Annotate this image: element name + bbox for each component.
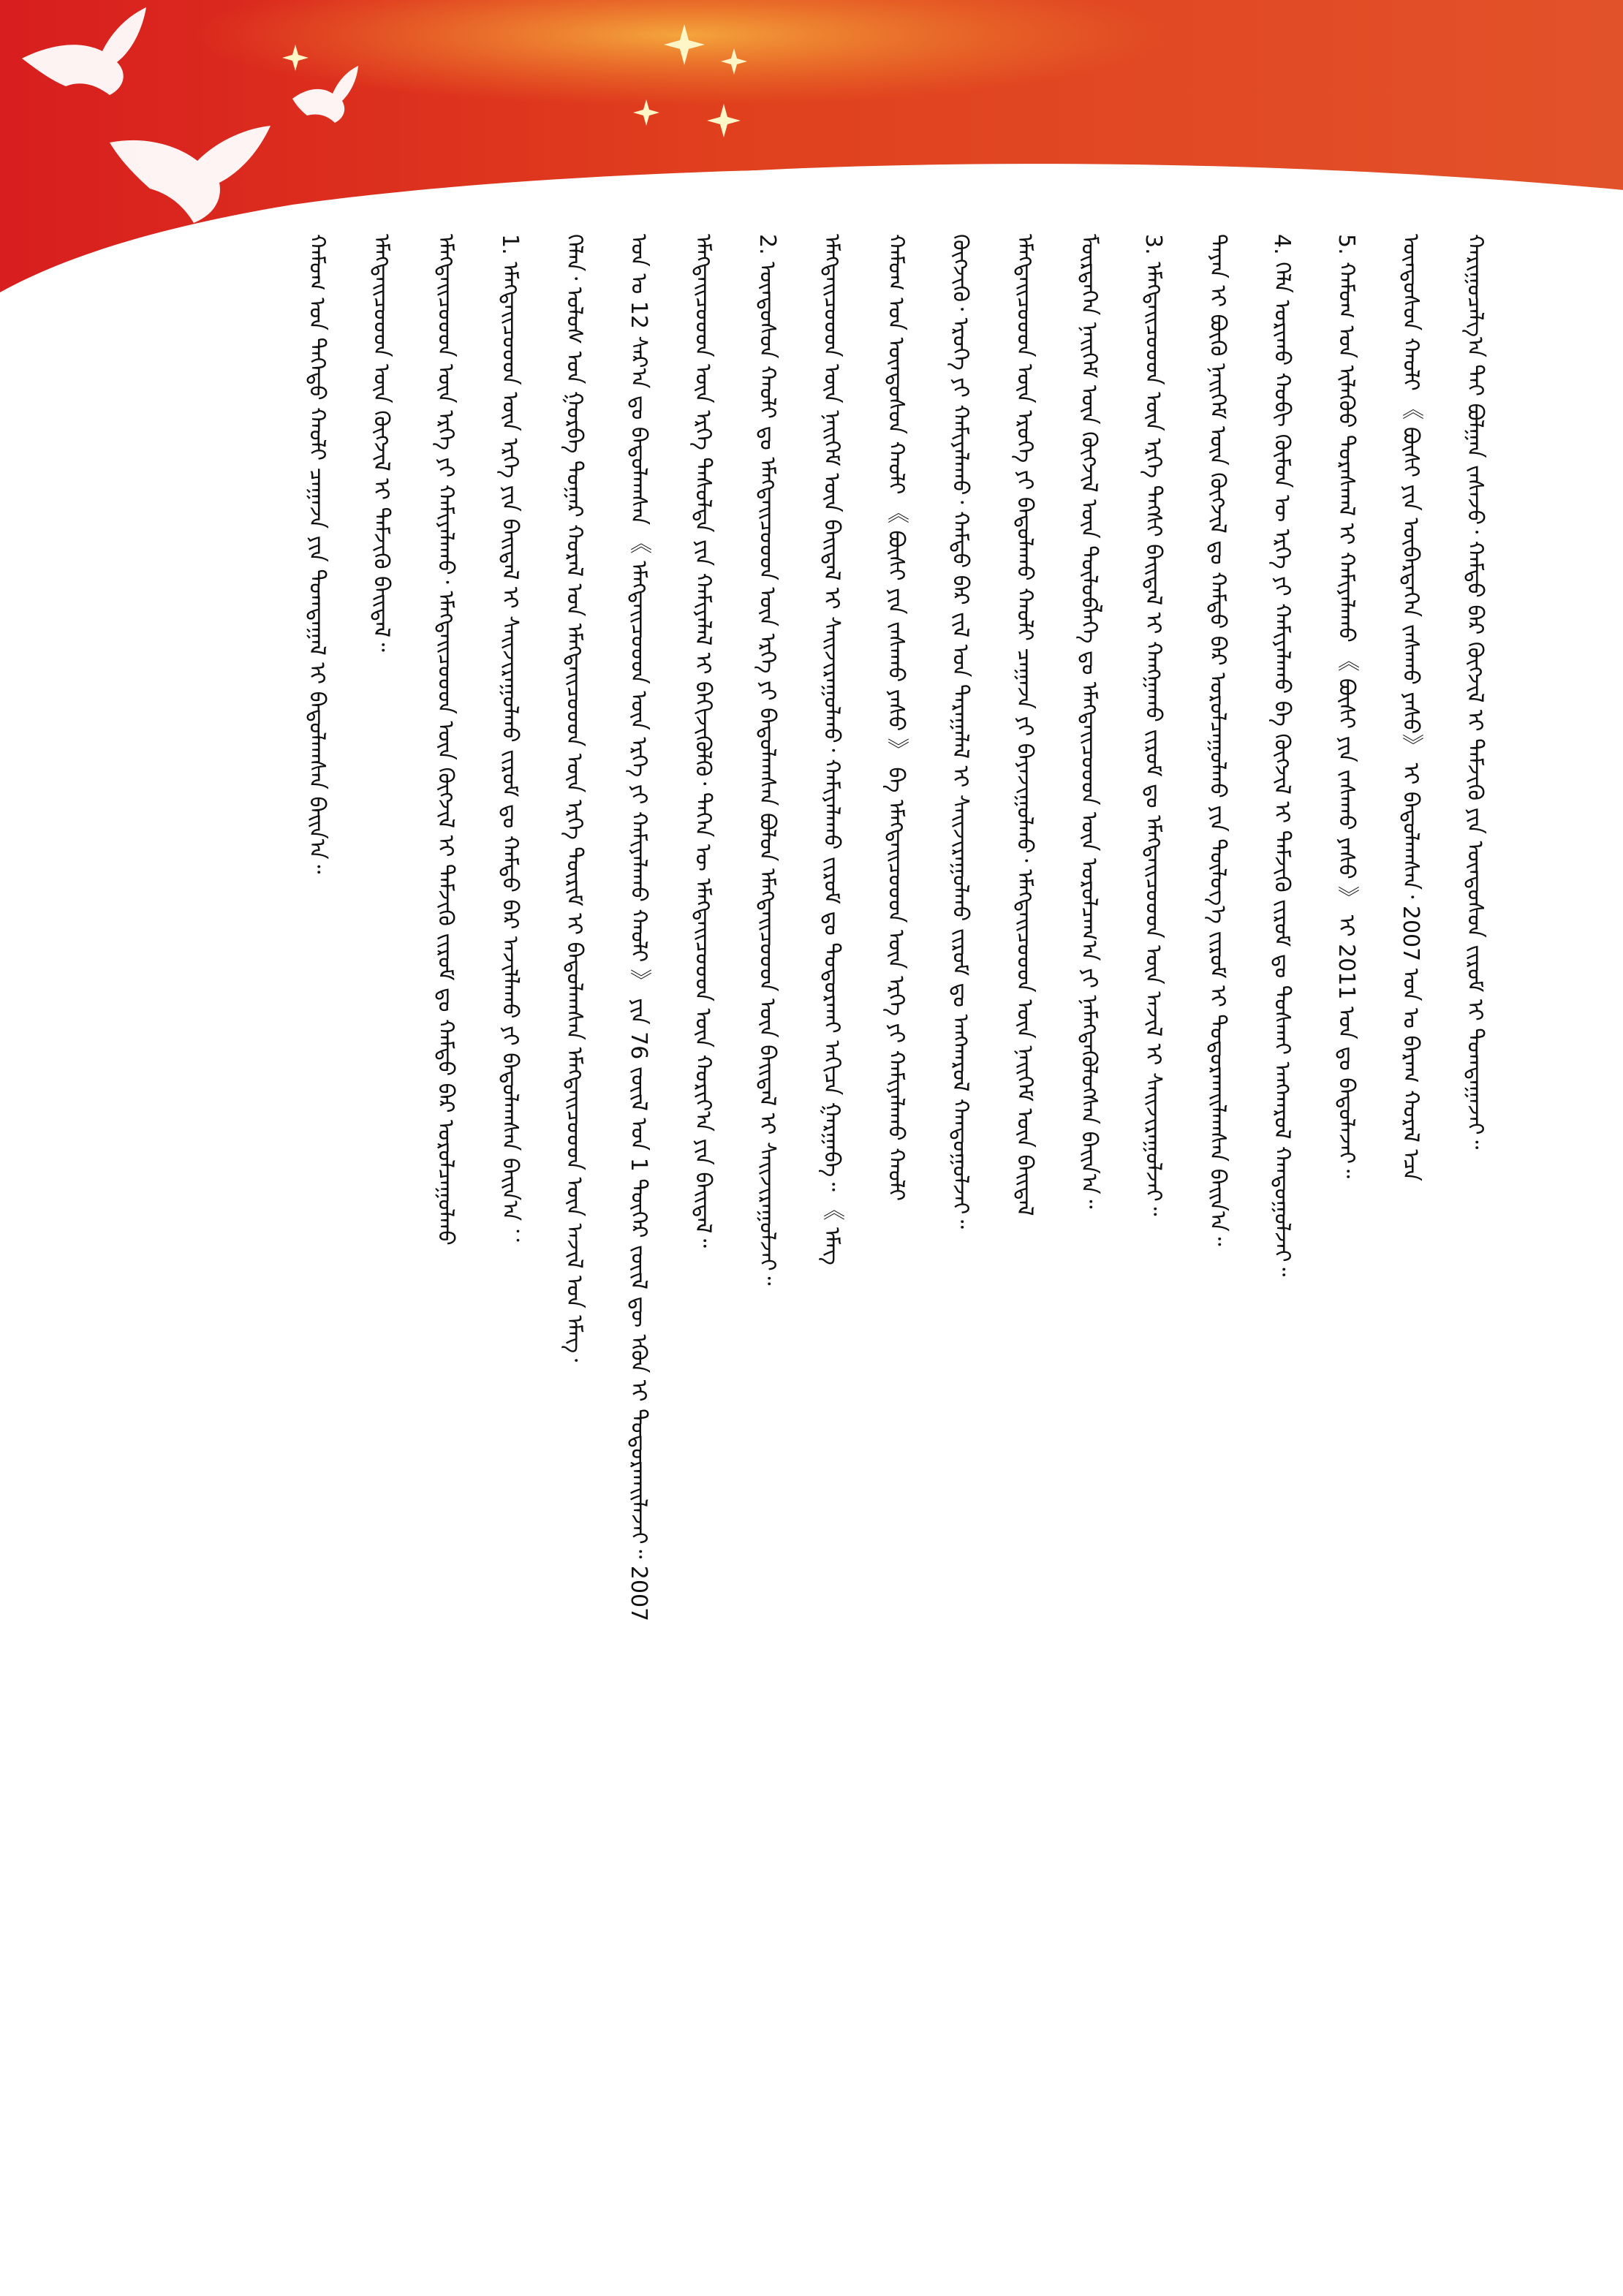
vertical-text-block [212,219,1499,2061]
text-column: ᠳᠠᠶᠠᠨ ᠢ ᠪᠦᠬᠦ ᠨᠡᠢᠭᠡᠮ ᠦᠨ ᠬᠥᠭᠵᠢᠯ ᠳᠤ ᠬᠠᠮᠲᠤ ᠪᠡᠷ ᠤᠷᠤᠯᠴᠠᠭᠤᠯᠬᠤ ᠶᠢᠨ ᠲᠥᠯᠦᠭ᠎ᠡ ᠵᠢᠷᠤᠮ ᠢ ᠲᠣᠳᠤᠷᠬᠠᠢᠯᠠᠭᠰᠠᠨ ᠪᠠᠢᠨ᠎ᠠ᠃ [1205,234,1230,1246]
text-column: ᠬᠡᠯᠡᠨ᠂ ᠤᠯᠤᠰ ᠤᠨ ᠭᠤᠷᠪᠠ ᠳᠤᠭᠠᠷ ᠬᠤᠷᠠᠯ ᠤᠨ ᠡᠮᠡᠭᠲᠡᠢᠴᠦᠦᠳ ᠦᠨ ᠡᠷᠬᠡ ᠳᠦᠷᠢᠮ ᠢ ᠪᠠᠲᠤᠯᠠᠭᠰᠠᠨ ᠡᠮᠡᠭᠲᠡᠢᠴᠦᠦᠳ ᠦᠨ ᠠᠵᠢᠯ ᠤᠨ ᠡᠮᠡᠭ᠂ [561,234,587,1363]
text-column: ᠡᠮᠡᠭᠲᠡᠢᠴᠦᠦᠳ ᠦᠨ ᠨᠡᠢᠭᠡᠮ ᠦᠨ ᠪᠠᠢᠳᠠᠯ ᠢ ᠰᠠᠢᠵᠢᠷᠠᠭᠤᠯᠬᠤ᠂ ᠬᠠᠮᠢᠶᠠᠯᠠᠬᠤ ᠵᠢᠷᠤᠮ ᠳᠤ ᠲᠣᠳᠤᠷᠬᠠᠢ ᠠᠬᠢᠴᠠ ᠭᠠᠷᠭᠠᠪᠠ᠃ 《 ᠡᠮᠡᠭ [819,234,844,1265]
text-column: ᠬᠠᠮᠤᠭ ᠤᠨ ᠦᠨᠳᠦᠰᠦᠨ ᠬᠠᠤᠯᠢ 《 ᠪᠦᠰᠢ ᠶᠢᠨ ᠵᠠᠰᠠᠬᠤ ᠶᠠᠰᠤ 》 ᠪᠠ ᠡᠮᠡᠭᠲᠡᠢᠴᠦᠦᠳ ᠦᠨ ᠡᠷᠬᠡ ᠶᠢ ᠬᠠᠮᠢᠶᠠᠯᠠᠬᠤ ᠬᠠᠤᠯᠢ [883,234,909,1202]
text-column: 3. ᠡᠮᠡᠭᠲᠡᠢᠴᠦᠦᠳ ᠦᠨ ᠡᠷᠬᠡ ᠲᠡᠭᠰᠢ ᠪᠠᠢᠳᠠᠯ ᠢ ᠬᠠᠩᠭᠠᠬᠤ ᠵᠢᠷᠤᠮ ᠳᠤ ᠡᠮᠡᠭᠲᠡᠢᠴᠦᠦᠳ ᠦᠨ ᠠᠵᠢᠯ ᠢ ᠰᠠᠢᠵᠢᠷᠠᠭᠤᠯᠵᠠᠢ᠃ [1140,234,1166,1216]
text-column: ᠦᠨᠳᠦᠰᠦᠨ ᠬᠠᠤᠯᠢ 《 ᠪᠦᠰᠢ ᠶᠢᠨ ᠥᠪᠡᠷᠲᠡᠭᠡᠨ ᠵᠠᠰᠠᠬᠤ ᠶᠠᠰᠤ》 ᠢ ᠪᠠᠲᠤᠯᠠᠭᠰᠠᠨ᠂ 2007 ᠣᠨ ᠤ ᠪᠠᠷᠠᠭ ᠬᠤᠷᠠᠯ ᠡᠴᠡ [1398,234,1423,1181]
text-column: 4. ᠬᠡᠯᠡ ᠤᠷᠢᠬᠤ ᠬᠤᠪᠢ ᠬᠦᠮᠦᠨ ᠦ ᠡᠷᠬᠡ ᠶᠢ ᠬᠠᠮᠢᠶᠠᠯᠠᠬᠤ ᠪᠠ ᠬᠥᠭᠵᠢᠯ ᠢ ᠳᠡᠮᠵᠢᠬᠦ ᠵᠢᠷᠤᠮ ᠳᠤ ᠲᠤᠰᠬᠠᠢ ᠠᠩᠬᠠᠷᠤᠯ ᠬᠠᠨᠳᠤᠭᠤᠯᠵᠠᠢ᠃ [1269,234,1295,1277]
text-column: 1. ᠡᠮᠡᠭᠲᠡᠢᠴᠦᠦᠳ ᠦᠨ ᠡᠷᠬᠡ ᠶᠢᠨ ᠪᠠᠢᠳᠠᠯ ᠢ ᠰᠠᠢᠵᠢᠷᠠᠭᠤᠯᠬᠤ ᠵᠢᠷᠤᠮ ᠳᠤ ᠬᠠᠮᠲᠤ ᠪᠡᠷ ᠠᠵᠢᠯᠯᠠᠬᠤ ᠶᠢ ᠪᠠᠲᠤᠯᠠᠭᠰᠠᠨ ᠪᠠᠢᠨ᠎ᠠ ： [497,234,523,1250]
text-column: ᠡᠮᠡᠭᠲᠡᠢᠴᠦᠦᠳ ᠦᠨ ᠡᠷᠬᠡ ᠳᠠᠰᠤᠯᠳᠠ ᠶᠢᠨ ᠬᠠᠮᠢᠶᠠᠯᠠᠯ ᠢ ᠪᠡᠬᠢᠵᠢᠭᠦᠯᠬᠦ᠂ ᠲᠡᠭᠡᠨ ᠦ ᠡᠮᠡᠭᠲᠡᠢᠴᠦᠦᠳ ᠦᠨ ᠬᠣᠷᠢᠶ᠎ᠠ ᠶᠢᠨ ᠪᠠᠢᠳᠠᠯ᠃ [690,234,716,1249]
text-column: ᠣᠨ ᠤ 12 ᠰᠠᠷ᠎ᠠ ᠳᠤ ᠪᠠᠲᠤᠯᠠᠭᠰᠠᠨ 《 ᠡᠮᠡᠭᠲᠡᠢᠴᠦᠦᠳ ᠦᠨ ᠡᠷᠬᠡ ᠶᠢ ᠬᠠᠮᠢᠶᠠᠯᠠᠬᠤ ᠬᠠᠤᠯᠢ 》 ᠶᠢᠨ 76 ᠵᠦᠢᠯ ᠤᠨ 1 ᠳᠦᠭᠡᠷ ᠵᠦᠢᠯ ᠳᠦ ᠡᠭᠦᠨ ᠢ ᠲᠣᠳᠤᠷᠬᠠᠢᠯᠠᠵᠠᠢ᠃ 2007 [626,234,651,1622]
text-column: ᠮᠥᠷᠲᠡᠭᠡᠨ ᠨᠡᠢᠭᠡᠮ ᠦᠨ ᠬᠥᠭᠵᠢᠯ ᠦᠨ ᠲᠥᠯᠦᠪᠯᠡᠭᠡ ᠳᠤ ᠡᠮᠡᠭᠲᠡᠢᠴᠦᠦᠳ ᠦᠨ ᠣᠷᠣᠯᠴᠠᠭ᠎ᠠ ᠶᠢ ᠨᠡᠮᠡᠭᠳᠡᠭᠦᠯᠦᠭᠰᠡᠨ ᠪᠠᠢᠨ᠎ᠠ᠃ [1076,234,1102,1209]
text-column: ᠡᠮᠡᠭᠲᠡᠢᠴᠦᠦᠳ ᠦᠨ ᠡᠷᠦᠬᠡ ᠶᠢ ᠪᠠᠲᠤᠯᠠᠬᠤ ᠬᠠᠤᠯᠢ ᠴᠠᠭᠠᠵᠠ ᠶᠢ ᠪᠠᠶᠠᠵᠢᠭᠤᠯᠬᠤ᠂ ᠡᠮᠡᠭᠲᠡᠢᠴᠦᠦᠳ ᠦᠨ ᠨᠡᠢᠭᠡᠮ ᠦᠨ ᠪᠠᠢᠳᠠᠯ [1012,234,1037,1216]
text-column: ᠬᠠᠷᠢᠭᠤᠴᠠᠯᠭ᠎ᠠ ᠲᠠᠢ ᠪᠣᠯᠭᠠᠨ ᠵᠠᠰᠠᠵᠤ᠂ ᠬᠠᠮᠲᠤ ᠪᠡᠷ ᠬᠥᠭᠵᠢᠯ ᠢ ᠳᠡᠮᠵᠢᠬᠦ ᠶᠢᠨ ᠦᠨᠳᠦᠰᠦᠨ ᠵᠢᠷᠤᠮ ᠢ ᠲᠣᠭᠲᠠᠭᠠᠵᠠᠢ᠃ [1462,234,1488,1150]
text-column: ᠬᠥᠭᠵᠢᠬᠦ᠂ ᠡᠷᠦᠬᠡ ᠶᠢ ᠬᠠᠮᠢᠶᠠᠯᠠᠬᠤ᠂ ᠬᠠᠮᠲᠤ ᠪᠡᠷ ᠵᠢᠯ ᠤᠨ ᠳᠠᠷᠠᠭᠠᠯᠠᠯ ᠢ ᠰᠠᠢᠵᠢᠷᠠᠭᠤᠯᠬᠤ ᠵᠢᠷᠤᠮ ᠳᠤ ᠠᠩᠬᠠᠷᠤᠯ ᠬᠠᠨᠳᠤᠭᠤᠯᠵᠠᠢ᠃ [947,234,973,1230]
text-column: ᠡᠮᠡᠭᠲᠡᠢᠴᠦᠦᠳ ᠦᠨ ᠬᠥᠭᠵᠢᠯ ᠢ ᠳᠡᠮᠵᠢᠬᠦ ᠪᠠᠢᠳᠠᠯ᠃ [368,234,394,652]
text-column: ᠬᠠᠮᠤᠭ ᠤᠨ ᠳᠡᠭᠡᠳᠦ ᠬᠠᠤᠯᠢ ᠴᠠᠭᠠᠵᠠ ᠶᠢᠨ ᠲᠣᠭᠲᠠᠭᠠᠯ ᠢ ᠪᠠᠲᠤᠯᠠᠭᠰᠠᠨ ᠪᠠᠢᠨ᠎ᠠ᠃ [304,234,330,874]
text-column: 5. ᠬᠠᠮᠤᠭ ᠤᠨ ᠢᠯᠡᠭᠦᠦ ᠳᠤᠷᠠᠰᠬᠠᠯ ᠢ ᠬᠠᠮᠢᠶᠠᠯᠠᠬᠤ 《 ᠪᠦᠰᠢ ᠶᠢᠨ ᠵᠠᠰᠠᠬᠤ ᠶᠠᠰᠤ 》 ᠢ 2011 ᠣᠨ ᠳᠤ ᠪᠠᠲᠤᠯᠠᠵᠠᠢ᠃ [1333,234,1359,1178]
text-column: ᠡᠮᠡᠭᠲᠡᠢᠴᠦᠦᠳ ᠦᠨ ᠡᠷᠬᠡ ᠶᠢ ᠬᠠᠮᠢᠶᠠᠯᠠᠬᠤ᠂ ᠡᠮᠡᠭᠲᠡᠢᠴᠦᠦᠳ ᠦᠨ ᠬᠥᠭᠵᠢᠯ ᠢ ᠳᠡᠮᠵᠢᠬᠦ ᠵᠢᠷᠤᠮ ᠳᠤ ᠬᠠᠮᠲᠤ ᠪᠡᠷ ᠤᠷᠤᠯᠴᠠᠭᠤᠯᠬᠤ [433,234,458,1246]
text-column: 2. ᠦᠨᠳᠦᠰᠦᠨ ᠬᠠᠤᠯᠢ ᠳᠤ ᠡᠮᠡᠭᠲᠡᠢᠴᠦᠦᠳ ᠦᠨ ᠡᠷᠬᠡ ᠶᠢ ᠪᠠᠲᠤᠯᠠᠭᠰᠠᠨ ᠪᠣᠯᠤᠨ ᠡᠮᠡᠭᠲᠡᠢᠴᠦᠦᠳ ᠦᠨ ᠪᠠᠢᠳᠠᠯ ᠢ ᠰᠠᠢᠵᠢᠷᠠᠭᠤᠯᠵᠠᠢ᠃ [754,234,780,1286]
